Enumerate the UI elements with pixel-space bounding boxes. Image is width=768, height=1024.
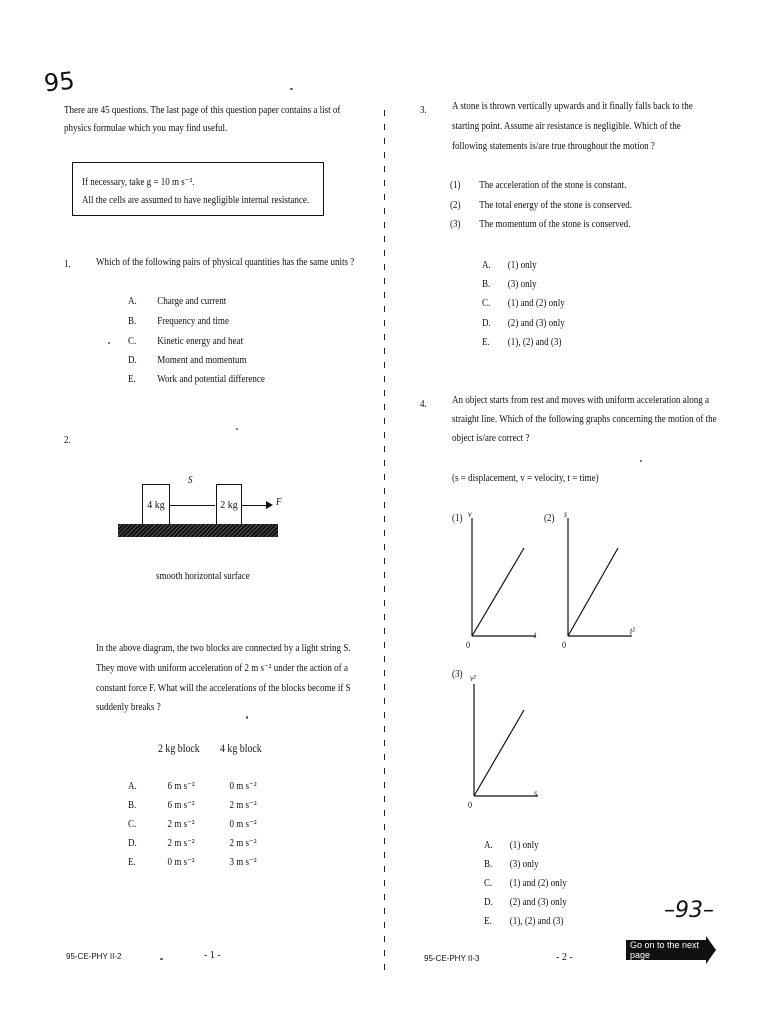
graph2-plot-line [568, 548, 618, 636]
q3-statement-3 [450, 219, 630, 230]
option-text: (2) and (3) only [509, 897, 567, 908]
option-letter: C. [484, 878, 493, 889]
row-4kg: 2 m s⁻² [229, 838, 257, 849]
q2-row-c [128, 818, 257, 830]
q3-text-3: following statements is/are true throughout the motion ? [452, 141, 655, 152]
q3-statement-1 [450, 180, 626, 191]
scan-speck [108, 342, 110, 344]
graph3-plot-line [474, 710, 524, 796]
graph3-origin: 0 [468, 801, 473, 811]
q3-option-c [482, 298, 565, 309]
option-letter: A. [482, 260, 491, 271]
block-4kg-label: 4 kg [147, 499, 165, 511]
graph2 [560, 518, 640, 640]
option-letter: A. [128, 296, 137, 307]
block-2kg-label: 2 kg [220, 499, 238, 511]
option-letter: B. [482, 279, 491, 290]
graph3-num: (3) [452, 669, 463, 680]
q1-option-c [128, 336, 243, 347]
row-2kg: 2 m s⁻² [167, 838, 195, 849]
footer-left-code: 95-CE-PHY II-2 [66, 952, 122, 961]
option-letter: C. [482, 298, 491, 309]
graph1 [464, 518, 544, 640]
q2-row-a [128, 780, 257, 792]
row-4kg: 3 m s⁻² [229, 857, 257, 868]
statement-text: The momentum of the stone is conserved. [479, 219, 631, 230]
option-letter: E. [482, 337, 490, 348]
table-header-4kg: 4 kg block [220, 743, 262, 755]
footer-right-page: - 2 - [556, 952, 573, 963]
graph3 [466, 684, 546, 800]
option-text: (1), (2) and (3) [507, 337, 562, 348]
q2-text-3: constant force F. What will the accelerations of the blocks become if S [96, 683, 351, 694]
option-letter: E. [484, 916, 492, 927]
option-letter: D. [482, 318, 491, 329]
graph1-origin: 0 [466, 641, 471, 651]
force-arrow [241, 505, 269, 506]
q1-option-d [128, 355, 247, 366]
q1-option-b [128, 316, 229, 327]
q4-number: 4. [420, 399, 427, 410]
scan-speck [246, 716, 248, 719]
q2-number: 2. [64, 435, 71, 446]
q4-option-b [484, 859, 539, 870]
statement-num: (1) [450, 180, 461, 191]
note-line-2: All the cells are assumed to have negligible internal resistance. [82, 195, 310, 206]
option-text: (1), (2) and (3) [509, 916, 564, 927]
q2-row-d [128, 837, 257, 849]
next-page-banner [626, 940, 706, 960]
row-4kg: 2 m s⁻² [229, 800, 257, 811]
option-text: (1) and (2) only [507, 298, 565, 309]
q3-text-2: starting point. Assume air resistance is negligible. Which of the [452, 121, 681, 132]
scan-speck [160, 958, 163, 960]
option-letter: E. [128, 374, 136, 385]
statement-num: (3) [450, 219, 461, 230]
row-letter: B. [128, 800, 137, 811]
scan-speck [290, 88, 293, 90]
surface-label: smooth horizontal surface [156, 571, 250, 582]
statement-text: The total energy of the stone is conserved. [479, 200, 633, 211]
q2-row-b [128, 799, 257, 811]
q3-option-a [482, 260, 537, 271]
q1-number: 1. [64, 259, 71, 270]
graph2-num: (2) [544, 513, 555, 524]
q4-legend: (s = displacement, v = velocity, t = time) [452, 473, 599, 484]
q1-option-a [128, 296, 226, 307]
q1-option-e [128, 374, 265, 385]
option-text: Moment and momentum [157, 355, 247, 366]
option-text: Kinetic energy and heat [157, 336, 244, 347]
option-letter: B. [128, 316, 137, 327]
option-letter: B. [484, 859, 493, 870]
q4-option-d [484, 897, 567, 908]
q1-text: Which of the following pairs of physical quantities has the same units ? [96, 257, 355, 268]
row-letter: A. [128, 781, 137, 792]
footer-right-code: 95-CE-PHY II-3 [424, 954, 480, 963]
row-2kg: 6 m s⁻² [167, 781, 195, 792]
q3-statement-2 [450, 200, 632, 211]
option-text: (3) only [509, 859, 539, 870]
q3-option-b [482, 279, 537, 290]
option-text: (2) and (3) only [507, 318, 565, 329]
graph1-ylabel: v [468, 509, 472, 519]
handwritten-page-number: 95 [42, 66, 76, 98]
row-2kg: 6 m s⁻² [167, 800, 195, 811]
row-letter: D. [128, 838, 137, 849]
graph1-plot-line [472, 548, 524, 636]
q3-option-e [482, 337, 561, 348]
q3-text-1: A stone is thrown vertically upwards and it finally falls back to the [452, 101, 693, 112]
intro-line-1: There are 45 questions. The last page of this question paper contains a list of [64, 105, 341, 116]
graph2-xlabel: t² [630, 627, 635, 637]
q4-text-2: straight line. Which of the following graphs concerning the motion of the [452, 414, 717, 425]
string-label: S [188, 475, 193, 486]
block-2kg [216, 484, 242, 526]
row-2kg: 2 m s⁻² [167, 819, 195, 830]
row-letter: C. [128, 819, 137, 830]
force-arrowhead [266, 501, 273, 509]
q4-option-e [484, 916, 563, 927]
footer-left-page: - 1 - [204, 950, 221, 961]
q4-option-c [484, 878, 567, 889]
option-text: (1) and (2) only [509, 878, 567, 889]
q2-text-2: They move with uniform acceleration of 2 m s⁻² under the action of a [96, 663, 348, 674]
graph2-ylabel: s [564, 509, 568, 519]
handwritten-score: –93– [664, 898, 714, 923]
column-divider [384, 110, 385, 970]
statement-num: (2) [450, 200, 461, 211]
option-letter: D. [128, 355, 137, 366]
row-4kg: 0 m s⁻² [229, 781, 257, 792]
graph1-xlabel: t [534, 631, 537, 641]
graph2-origin: 0 [562, 641, 567, 651]
q4-option-a [484, 840, 539, 851]
option-letter: D. [484, 897, 493, 908]
option-text: Work and potential difference [157, 374, 265, 385]
option-text: Frequency and time [157, 316, 229, 327]
q4-text-1: An object starts from rest and moves with uniform acceleration along a [452, 395, 710, 406]
scan-speck [640, 460, 642, 462]
option-letter: A. [484, 840, 493, 851]
q2-row-e [128, 856, 257, 868]
row-2kg: 0 m s⁻² [167, 857, 195, 868]
graph3-ylabel: v² [470, 673, 476, 683]
row-4kg: 0 m s⁻² [229, 819, 257, 830]
option-text: (3) only [507, 279, 537, 290]
q2-text-4: suddenly breaks ? [96, 702, 161, 713]
q3-number: 3. [420, 105, 427, 116]
block-4kg [142, 484, 170, 526]
option-text: (1) only [509, 840, 539, 851]
table-header-2kg: 2 kg block [158, 743, 200, 755]
q4-text-3: object is/are correct ? [452, 433, 530, 444]
graph3-xlabel: s [534, 789, 538, 799]
row-letter: E. [128, 857, 136, 868]
scan-speck [236, 428, 238, 430]
intro-line-2: physics formulae which you may find useful. [64, 123, 228, 134]
q2-text-1: In the above diagram, the two blocks are connected by a light string S. [96, 643, 351, 654]
note-line-1: If necessary, take g = 10 m s⁻². [82, 177, 195, 188]
q3-option-d [482, 318, 565, 329]
surface-hatch [118, 524, 278, 537]
next-page-arrowhead [706, 936, 716, 964]
string-line [169, 505, 215, 506]
option-text: (1) only [507, 260, 537, 271]
statement-text: The acceleration of the stone is constant. [479, 180, 627, 191]
option-text: Charge and current [157, 296, 227, 307]
force-label: F [276, 497, 282, 508]
graph1-num: (1) [452, 513, 463, 524]
option-letter: C. [128, 336, 137, 347]
next-page-label: Go on to the next page [630, 940, 700, 960]
